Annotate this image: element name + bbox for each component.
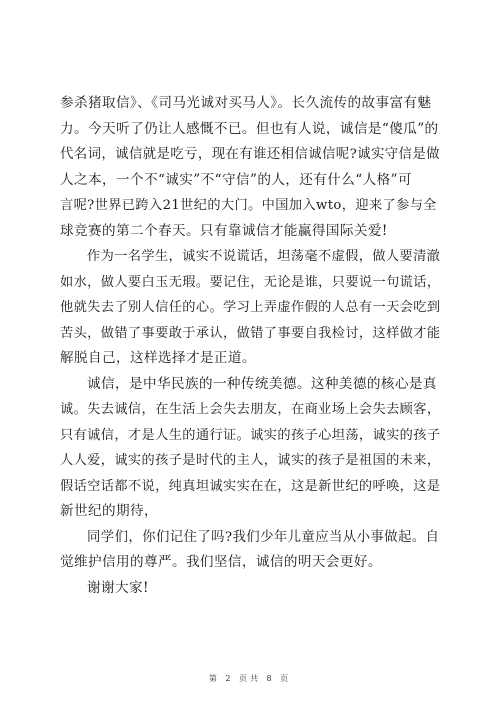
text-line: 假话空话都不说，纯真坦诚实实在在，这是新世纪的呼唤，这是 xyxy=(60,478,441,494)
text-line: 同学们，你们记住了吗?我们少年儿童应当从小事做起。自 xyxy=(87,529,440,545)
page-number-footer: 第 2 页共 8 页 xyxy=(208,674,292,683)
paragraph-5 xyxy=(60,576,440,602)
text-line: 代名词，诚信就是吃亏，现在有谁还相信诚信呢?诚实守信是做 xyxy=(60,147,440,162)
text-line: 诚。失去诚信，在生活上会失去朋友，在商业场上会失去顾客， xyxy=(60,402,441,417)
text-line: 苦头，做错了事要敢于承认，做错了事要自我检讨，这样做才能 xyxy=(60,325,441,341)
paragraph-1 xyxy=(60,91,440,244)
text-line: 力。今天听了仍让人感慨不已。但也有人说，诚信是“傻瓜”的 xyxy=(60,120,439,137)
text-line: 参杀猪取信》、《司马光诚对买马人》。长久流传的故事富有魅 xyxy=(60,95,432,111)
text-line: 只有诚信，才是人生的通行证。诚实的孩子心坦荡，诚实的孩子 xyxy=(60,427,441,443)
text-line: 球竞赛的第二个春天。只有靠诚信才能赢得国际关爱! xyxy=(60,222,388,239)
text-line: 谢谢大家! xyxy=(87,579,149,596)
text-line: 觉维护信用的尊严。我们坚信，诚信的明天会更好。 xyxy=(60,554,382,570)
text-line: 如水，做人要白玉无瑕。要记住，无论是谁，只要说一句谎话， xyxy=(60,274,441,290)
paragraph-4 xyxy=(60,525,440,576)
paragraph-2 xyxy=(60,244,440,372)
text-line: 新世纪的期待， xyxy=(60,503,158,519)
text-line: 解脱自己，这样选择才是正道。 xyxy=(60,350,256,366)
document-body xyxy=(60,91,440,601)
text-line: 人之本，一个不“诚实”不“守信”的人，还有什么“人格”可 xyxy=(60,171,412,188)
text-line: 他就失去了别人信任的心。学习上弄虚作假的人总有一天会吃到 xyxy=(60,300,441,315)
text-line: 言呢?世界已跨入21世纪的大门。中国加入wto，迎来了参与全 xyxy=(60,198,437,213)
text-line: 作为一名学生，诚实不说谎话，坦荡毫不虚假，做人要清澈 xyxy=(87,249,441,264)
text-line: 人人爱，诚实的孩子是时代的主人，诚实的孩子是祖国的未来， xyxy=(60,453,441,468)
text-line: 诚信，是中华民族的一种传统美德。这种美德的核心是真 xyxy=(87,375,437,392)
paragraph-3 xyxy=(60,372,440,525)
